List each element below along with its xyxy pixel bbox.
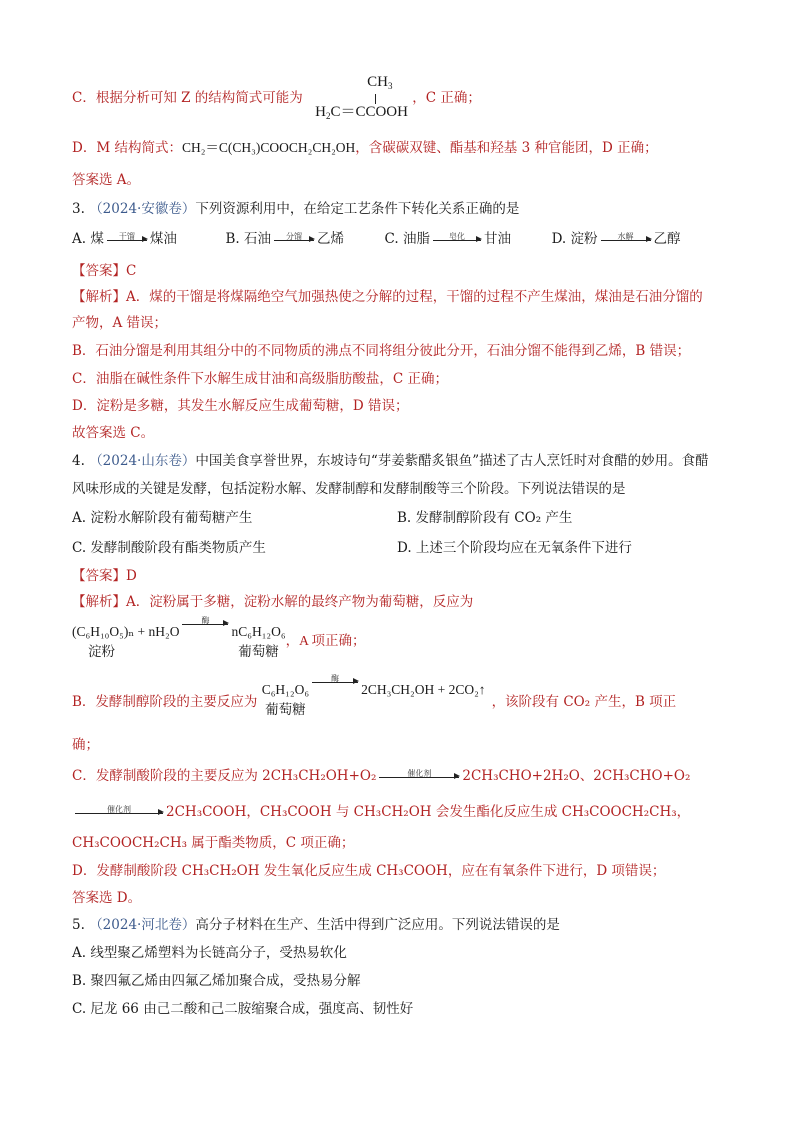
option-c-line [72, 74, 481, 138]
q4-b-post: ，该阶段有 CO₂ 产生，B 项正 [491, 694, 677, 710]
arrow-icon [107, 232, 147, 241]
q3-end: 故答案选 C。 [72, 425, 155, 441]
ch3-text: CH [367, 74, 388, 90]
arrow-icon [433, 232, 481, 241]
q4-equation-1 [72, 616, 366, 662]
eq1-right: nC₆H₁₂O₆ [231, 624, 286, 639]
q4-c2-text: 2CH₃COOH，CH₃COOH 与 CH₃CH₂OH 会发生酯化反应生成 CH₃COOCH₂CH₃， [166, 804, 691, 820]
q3-analysis-d: D．淀粉是多糖，其发生水解反应生成葡萄糖，D 错误； [72, 398, 409, 414]
q4-c-mid: 2CH₃CHO+2H₂O、2CH₃CHO+O₂ [462, 768, 691, 784]
ccooh-text: C＝CCOOH [330, 104, 408, 120]
q4-end: 答案选 D。 [72, 890, 142, 906]
arrow-icon [601, 232, 651, 241]
eq1-right-stack [231, 622, 285, 662]
q3-opt-d-left: D. 淀粉 [551, 231, 598, 247]
eq2-left: C₆H₁₂O₆ [261, 682, 310, 697]
option-c-text: C．根据分析可知 Z 的结构简式可能为 [72, 90, 303, 106]
option-c-post: ，C 正确； [412, 90, 481, 106]
q3-options [72, 229, 681, 249]
q3-stem-text: 下列资源利用中，在给定工艺条件下转化关系正确的是 [195, 201, 520, 217]
q3-opt-b-left: B. 石油 [225, 231, 271, 247]
q4-b-pre: B．发酵制醇阶段的主要反应为 [72, 694, 258, 710]
option-d-post: ，含碳碳双键、酯基和羟基 3 种官能团，D 正确； [355, 140, 658, 156]
q4-stem [72, 451, 709, 471]
q4-c3-text: CH₃COOCH₂CH₃ 属于酯类物质，C 项正确； [72, 835, 355, 851]
q4-source: （2024·山东卷） [89, 453, 196, 469]
q3-analysis-b: B．石油分馏是利用其组分中的不同物质的沸点不同将组分彼此分开，石油分馏不能得到乙烯，B 错误； [72, 343, 691, 359]
q3-opt-c-right: 甘油 [483, 231, 511, 247]
option-d-text: D．M 结构简式： [72, 140, 182, 156]
q4-stem-2: 风味形成的关键是发酵，包括淀粉水解、发酵制醇和发酵制酸等三个阶段。下列说法错误的是 [72, 481, 626, 497]
q5-source: （2024·河北卷） [89, 917, 196, 933]
q3-analysis-a: 【解析】A．煤的干馏是将煤隔绝空气加强热使之分解的过程，干馏的过程不产生煤油，煤油是石油分馏的 [72, 289, 703, 305]
q4-stem-text: 中国美食享誉世界，东坡诗句“芽姜紫醋炙银鱼”描述了古人烹饪时对食醋的妙用。食醋 [195, 453, 709, 469]
q3-opt-a-left: A. 煤 [72, 231, 104, 247]
q3-stem [72, 199, 519, 219]
q4-number: 4. [72, 453, 85, 469]
option-d-line [72, 138, 658, 158]
q3-analysis-a2: 产物，A 错误； [72, 315, 168, 331]
eq1-post: ，A 项正确； [285, 633, 366, 648]
q3-source: （2024·安徽卷） [89, 201, 196, 217]
q4-option-b: B. 发酵制醇阶段有 CO₂ 产生 [397, 510, 573, 526]
eq2-right: 2CH₃CH₂OH + 2CO₂↑ [361, 682, 486, 697]
q5-stem-text: 高分子材料在生产、生活中得到广泛应用。下列说法错误的是 [195, 917, 560, 933]
eq1-left-stack [72, 622, 179, 662]
q3-opt-d-right: 乙醇 [653, 231, 681, 247]
q4-b-post2: 确； [72, 737, 99, 753]
q5-number: 5. [72, 917, 85, 933]
q5-option-b: B. 聚四氟乙烯由四氟乙烯加聚合成，受热易分解 [72, 973, 361, 989]
q4-option-d: D. 上述三个阶段均应在无氧条件下进行 [397, 540, 632, 556]
eq2-left-stack [262, 680, 309, 720]
arrow-label: 水解 [617, 232, 634, 241]
arrow-label: 催化剂 [107, 805, 131, 814]
q3-answer: 【答案】C [72, 263, 137, 279]
arrow-icon [274, 232, 314, 241]
q4-analysis-b [72, 674, 677, 720]
arrow-icon [312, 674, 358, 683]
q5-option-a: A. 线型聚乙烯塑料为长链高分子，受热易软化 [72, 945, 347, 961]
arrow-icon [75, 805, 163, 814]
q4-c-pre: C．发酵制酸阶段的主要反应为 2CH₃CH₂OH+O₂ [72, 768, 377, 784]
arrow-label: 酶 [331, 674, 340, 683]
structural-formula: $CH_3$ $H_2C=CCOOH$ [315, 74, 408, 121]
arrow-label: 干馏 [118, 232, 135, 241]
q5-stem [72, 915, 560, 935]
arrow-icon [379, 769, 459, 778]
arrow-icon [182, 616, 228, 626]
h2c-text: H [315, 104, 326, 120]
q3-opt-c-left: C. 油脂 [384, 231, 430, 247]
arrow-label: 催化剂 [407, 769, 432, 778]
answer-line: 答案选 A。 [72, 172, 141, 188]
eq2-left-name: 葡萄糖 [265, 702, 306, 717]
q4-analysis-d: D．发酵制酸阶段 CH₃CH₂OH 发生氧化反应生成 CH₃COOH，应在有氧条件下进行，D 项错误； [72, 863, 666, 879]
arrow-label: 皂化 [448, 232, 465, 241]
q4-answer: 【答案】D [72, 568, 137, 584]
arrow-label: 分馏 [285, 232, 302, 241]
eq1-left-name: 淀粉 [88, 644, 115, 659]
eq1-left: (C₆H₁₀O₅)ₙ + nH₂O [72, 624, 180, 639]
arrow-label: 酶 [201, 616, 210, 626]
q4-analysis-a: 【解析】A．淀粉属于多糖，淀粉水解的最终产物为葡萄糖，反应为 [72, 594, 474, 610]
q4-analysis-c [72, 766, 690, 786]
q3-analysis-c: C．油脂在碱性条件下水解生成甘油和高级脂肪酸盐，C 正确； [72, 371, 448, 387]
option-d-formula: CH₂＝C(CH₃)COOCH₂CH₂OH [181, 140, 356, 155]
q3-opt-b-right: 乙烯 [316, 231, 344, 247]
eq1-right-name: 葡萄糖 [238, 644, 279, 659]
q5-option-c: C. 尼龙 66 由己二酸和己二胺缩聚合成，强度高、韧性好 [72, 1001, 414, 1017]
q3-opt-a-right: 煤油 [149, 231, 177, 247]
q4-options-ab [72, 508, 252, 528]
q3-number: 3. [72, 201, 85, 217]
q4-analysis-c2 [72, 802, 690, 822]
q4-option-c: C. 发酵制酸阶段有酯类物质产生 [72, 540, 266, 556]
q4-option-a: A. 淀粉水解阶段有葡萄糖产生 [72, 510, 253, 526]
